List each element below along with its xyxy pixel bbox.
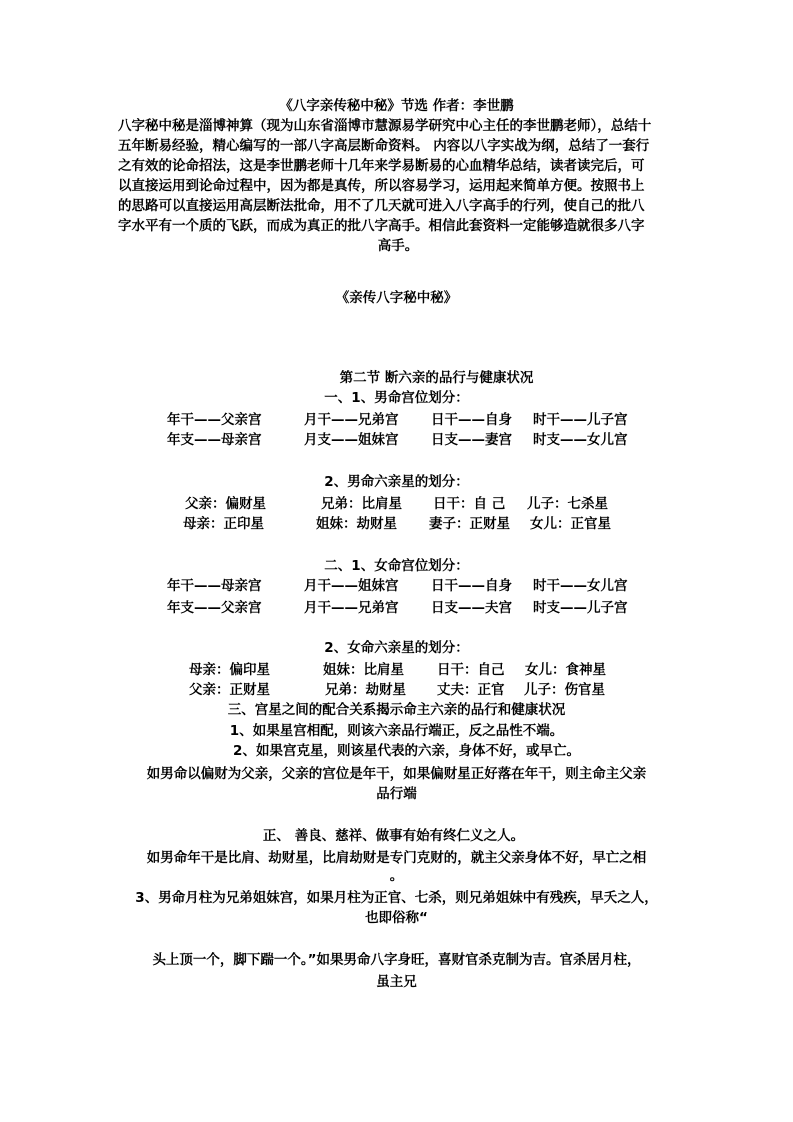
table-cell: 日支——夫宫: [431, 600, 512, 616]
table-cell: 父亲：偏财星: [185, 496, 266, 512]
table-cell: 妻子：正财星: [429, 516, 510, 532]
intro-line: 的思路可以直接运用高层断法批命，用不了几天就可进入八字高手的行列，使自己的批八: [118, 198, 645, 214]
table-cell: 年干——母亲宫: [167, 578, 262, 594]
table-cell: 女儿：食神星: [525, 662, 606, 678]
table-cell: 儿子：七杀星: [527, 496, 608, 512]
table-cell: 日干——自身: [431, 578, 512, 594]
part3-heading: 三、宫星之间的配合关系揭示命主六亲的品行和健康状况: [227, 702, 566, 718]
female-palace-heading: 二、1、女命宫位划分：: [324, 558, 469, 574]
table-cell: 时干——儿子宫: [533, 412, 628, 428]
table-cell: 时支——儿子宫: [533, 600, 628, 616]
part3-example1-a: 如男命以偏财为父亲，父亲的宫位是年干，如果偏财星正好落在年干，则主命主父亲: [146, 766, 647, 782]
table-cell: 年干——父亲宫: [167, 412, 262, 428]
table-cell: 时干——女儿宫: [533, 578, 628, 594]
table-cell: 时支——女儿宫: [533, 432, 628, 448]
male-stars-heading: 2、男命六亲星的划分：: [324, 474, 469, 490]
female-stars-heading: 2、女命六亲星的划分：: [324, 640, 469, 656]
table-cell: 兄弟：劫财星: [325, 682, 406, 698]
intro-line: 字水平有一个质的飞跃，而成为真正的批八字高手。相信此套资料一定能够造就很多八字: [118, 218, 645, 234]
part3-example2-a: 如男命年干是比肩、劫财星，比肩劫财是专门克财的，就主父亲身体不好，早亡之相: [146, 850, 647, 866]
table-cell: 日干：自 己: [433, 496, 506, 512]
section-title: 第二节 断六亲的品行与健康状况: [339, 370, 534, 386]
intro-line: 八字秘中秘是淄博神算（现为山东省淄博市慧源易学研究中心主任的李世鹏老师），总结十: [118, 118, 652, 134]
table-cell: 月干——姐妹宫: [304, 578, 399, 594]
table-cell: 母亲：正印星: [183, 516, 264, 532]
table-cell: 兄弟：比肩星: [321, 496, 402, 512]
part3-example1-c: 正、 善良、慈祥、做事有始有终仁义之人。: [262, 828, 525, 844]
table-cell: 父亲：正财星: [189, 682, 270, 698]
table-cell: 丈夫：正官: [437, 682, 505, 698]
table-cell: 日支——妻宫: [431, 432, 512, 448]
table-cell: 女儿：正官星: [530, 516, 611, 532]
table-cell: 姐妹：比肩星: [323, 662, 404, 678]
table-cell: 姐妹：劫财星: [316, 516, 397, 532]
part3-item2: 2、如果宫克星，则该星代表的六亲，身体不好，或早亡。: [233, 743, 580, 759]
table-cell: 日干：自己: [437, 662, 505, 678]
table-cell: 儿子：伤官星: [524, 682, 605, 698]
table-cell: 日干——自身: [431, 412, 512, 428]
table-cell: 母亲：偏印星: [189, 662, 270, 678]
table-cell: 月干——兄弟宫: [304, 600, 399, 616]
part3-item3-b: 也即俗称“: [365, 910, 428, 926]
intro-paragraph: [118, 116, 678, 256]
header-title: 《八字亲传秘中秘》节选 作者：李世鹏: [279, 98, 514, 114]
part3-example1-b: 品行端: [376, 786, 417, 802]
intro-line: 五年断易经验，精心编写的一部八字高层断命资料。 内容以八字实战为纲，总结了一套行: [118, 138, 650, 154]
part3-example2-b: 。: [389, 868, 404, 884]
table-cell: 年支——母亲宫: [167, 432, 262, 448]
part3-item3-a: 3、男命月柱为兄弟姐妹宫，如果月柱为正官、七杀，则兄弟姐妹中有残疾，早夭之人，: [135, 890, 658, 906]
part3-item3-d: 虽主兄: [376, 974, 417, 990]
male-palace-heading: 一、1、男命宫位划分：: [324, 390, 469, 406]
intro-line: 高手。: [377, 238, 419, 254]
table-cell: 月支——姐妹宫: [304, 432, 399, 448]
book-title: 《亲传八字秘中秘》: [335, 290, 458, 306]
part3-item1: 1、如果星宫相配，则该六亲品行端正，反之品性不端。: [229, 723, 564, 739]
table-cell: 年支——父亲宫: [167, 600, 262, 616]
part3-item3-c: 头上顶一个，脚下踹一个。”如果男命八字身旺，喜财官杀克制为吉。官杀居月柱，: [152, 952, 641, 968]
intro-line: 之有效的论命招法，这是李世鹏老师十几年来学易断易的心血精华总结，读者读完后，可: [118, 158, 645, 174]
intro-line: 以直接运用到论命过程中，因为都是真传，所以容易学习，运用起来简单方便。按照书上: [118, 178, 645, 194]
table-cell: 月干——兄弟宫: [304, 412, 399, 428]
